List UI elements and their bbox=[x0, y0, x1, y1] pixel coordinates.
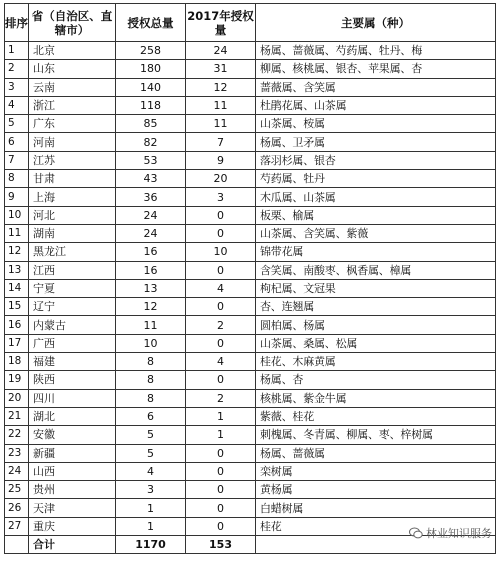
table-row bbox=[5, 42, 496, 60]
table-row bbox=[5, 224, 496, 242]
province-cell: 湖南 bbox=[29, 224, 116, 242]
province-cell: 浙江 bbox=[29, 96, 116, 114]
rank-cell: 27 bbox=[5, 517, 29, 535]
total-cell: 24 bbox=[116, 206, 186, 224]
rank-cell: 15 bbox=[5, 298, 29, 316]
province-cell: 江西 bbox=[29, 261, 116, 279]
y2017-cell: 0 bbox=[186, 334, 256, 352]
table-row bbox=[5, 371, 496, 389]
y2017-cell: 0 bbox=[186, 298, 256, 316]
genus-cell: 锦带花属 bbox=[256, 243, 496, 261]
genus-cell: 紫薇、桂花 bbox=[256, 407, 496, 425]
table-row bbox=[5, 426, 496, 444]
y2017-cell: 4 bbox=[186, 353, 256, 371]
total-cell: 180 bbox=[116, 60, 186, 78]
province-cell: 天津 bbox=[29, 499, 116, 517]
header-province: 省（自治区、直辖市） bbox=[29, 4, 116, 42]
y2017-cell: 9 bbox=[186, 151, 256, 169]
total-rank-cell bbox=[5, 536, 29, 554]
rank-cell: 16 bbox=[5, 316, 29, 334]
total-cell: 16 bbox=[116, 243, 186, 261]
table-row bbox=[5, 188, 496, 206]
header-row bbox=[5, 4, 496, 42]
rank-cell: 12 bbox=[5, 243, 29, 261]
genus-cell: 枸杞属、文冠果 bbox=[256, 279, 496, 297]
genus-cell: 杨属、蔷薇属、芍药属、牡丹、梅 bbox=[256, 42, 496, 60]
province-cell: 内蒙古 bbox=[29, 316, 116, 334]
total-cell: 53 bbox=[116, 151, 186, 169]
genus-cell: 杨属、蔷薇属 bbox=[256, 444, 496, 462]
rank-cell: 25 bbox=[5, 481, 29, 499]
total-cell: 3 bbox=[116, 481, 186, 499]
genus-cell: 杨属、卫矛属 bbox=[256, 133, 496, 151]
watermark-text: 林业知识服务 bbox=[426, 527, 492, 540]
genus-cell: 芍药属、牡丹 bbox=[256, 170, 496, 188]
province-cell: 安徽 bbox=[29, 426, 116, 444]
province-cell: 新疆 bbox=[29, 444, 116, 462]
total-cell: 36 bbox=[116, 188, 186, 206]
genus-cell: 山茶属、桑属、松属 bbox=[256, 334, 496, 352]
table-row bbox=[5, 279, 496, 297]
rank-cell: 7 bbox=[5, 151, 29, 169]
rank-cell: 8 bbox=[5, 170, 29, 188]
table-row bbox=[5, 133, 496, 151]
total-cell: 1 bbox=[116, 499, 186, 517]
table-body bbox=[5, 42, 496, 554]
total-cell: 5 bbox=[116, 444, 186, 462]
table-row bbox=[5, 353, 496, 371]
rank-cell: 4 bbox=[5, 96, 29, 114]
total-cell: 1 bbox=[116, 517, 186, 535]
total-label: 合计 bbox=[29, 536, 116, 554]
province-cell: 山东 bbox=[29, 60, 116, 78]
table-row bbox=[5, 243, 496, 261]
table-row bbox=[5, 316, 496, 334]
province-cell: 贵州 bbox=[29, 481, 116, 499]
table-row bbox=[5, 261, 496, 279]
header-genus: 主要属（种） bbox=[256, 4, 496, 42]
wechat-icon bbox=[409, 527, 423, 539]
y2017-cell: 10 bbox=[186, 243, 256, 261]
genus-cell: 木瓜属、山茶属 bbox=[256, 188, 496, 206]
rank-cell: 5 bbox=[5, 115, 29, 133]
y2017-cell: 2 bbox=[186, 389, 256, 407]
y2017-cell: 0 bbox=[186, 261, 256, 279]
y2017-cell: 2 bbox=[186, 316, 256, 334]
total-cell: 10 bbox=[116, 334, 186, 352]
rank-cell: 11 bbox=[5, 224, 29, 242]
province-cell: 福建 bbox=[29, 353, 116, 371]
genus-cell: 核桃属、紫金牛属 bbox=[256, 389, 496, 407]
rank-cell: 23 bbox=[5, 444, 29, 462]
authorization-table bbox=[4, 3, 496, 554]
total-cell: 43 bbox=[116, 170, 186, 188]
total-cell: 85 bbox=[116, 115, 186, 133]
y2017-cell: 24 bbox=[186, 42, 256, 60]
y2017-cell: 12 bbox=[186, 78, 256, 96]
genus-cell: 圆柏属、杨属 bbox=[256, 316, 496, 334]
y2017-cell: 20 bbox=[186, 170, 256, 188]
province-cell: 山西 bbox=[29, 462, 116, 480]
rank-cell: 26 bbox=[5, 499, 29, 517]
table-row bbox=[5, 78, 496, 96]
province-cell: 北京 bbox=[29, 42, 116, 60]
y2017-cell: 0 bbox=[186, 444, 256, 462]
rank-cell: 19 bbox=[5, 371, 29, 389]
genus-cell: 杜鹃花属、山茶属 bbox=[256, 96, 496, 114]
rank-cell: 22 bbox=[5, 426, 29, 444]
rank-cell: 20 bbox=[5, 389, 29, 407]
genus-cell: 山茶属、桉属 bbox=[256, 115, 496, 133]
table-row bbox=[5, 206, 496, 224]
header-2017: 2017年授权量 bbox=[186, 4, 256, 42]
total-cell: 8 bbox=[116, 371, 186, 389]
table-row bbox=[5, 389, 496, 407]
total-cell: 11 bbox=[116, 316, 186, 334]
y2017-cell: 0 bbox=[186, 481, 256, 499]
watermark bbox=[409, 525, 492, 541]
rank-cell: 2 bbox=[5, 60, 29, 78]
genus-cell: 桂花、木麻黄属 bbox=[256, 353, 496, 371]
total-cell: 8 bbox=[116, 353, 186, 371]
table-row bbox=[5, 444, 496, 462]
province-cell: 江苏 bbox=[29, 151, 116, 169]
total-cell: 4 bbox=[116, 462, 186, 480]
total-cell: 82 bbox=[116, 133, 186, 151]
table-row bbox=[5, 334, 496, 352]
header-no: 排序 bbox=[5, 4, 29, 42]
table-row bbox=[5, 96, 496, 114]
province-cell: 河北 bbox=[29, 206, 116, 224]
total-cell: 13 bbox=[116, 279, 186, 297]
genus-cell: 蔷薇属、含笑属 bbox=[256, 78, 496, 96]
y2017-cell: 31 bbox=[186, 60, 256, 78]
province-cell: 陕西 bbox=[29, 371, 116, 389]
total-cell: 16 bbox=[116, 261, 186, 279]
rank-cell: 14 bbox=[5, 279, 29, 297]
province-cell: 四川 bbox=[29, 389, 116, 407]
table-row bbox=[5, 499, 496, 517]
total-cell: 12 bbox=[116, 298, 186, 316]
province-cell: 云南 bbox=[29, 78, 116, 96]
table-row bbox=[5, 298, 496, 316]
y2017-cell: 11 bbox=[186, 96, 256, 114]
rank-cell: 17 bbox=[5, 334, 29, 352]
rank-cell: 18 bbox=[5, 353, 29, 371]
y2017-cell: 0 bbox=[186, 499, 256, 517]
rank-cell: 21 bbox=[5, 407, 29, 425]
total-cell: 8 bbox=[116, 389, 186, 407]
province-cell: 黑龙江 bbox=[29, 243, 116, 261]
genus-cell: 栾树属 bbox=[256, 462, 496, 480]
y2017-cell: 0 bbox=[186, 371, 256, 389]
y2017-cell: 3 bbox=[186, 188, 256, 206]
rank-cell: 6 bbox=[5, 133, 29, 151]
rank-cell: 24 bbox=[5, 462, 29, 480]
rank-cell: 3 bbox=[5, 78, 29, 96]
y2017-cell: 0 bbox=[186, 224, 256, 242]
genus-cell: 山茶属、含笑属、紫薇 bbox=[256, 224, 496, 242]
genus-cell: 落羽杉属、银杏 bbox=[256, 151, 496, 169]
province-cell: 广西 bbox=[29, 334, 116, 352]
total-cell: 140 bbox=[116, 78, 186, 96]
table-row bbox=[5, 462, 496, 480]
y2017-cell: 11 bbox=[186, 115, 256, 133]
table-row bbox=[5, 151, 496, 169]
province-cell: 甘肃 bbox=[29, 170, 116, 188]
rank-cell: 1 bbox=[5, 42, 29, 60]
province-cell: 河南 bbox=[29, 133, 116, 151]
total-cell: 6 bbox=[116, 407, 186, 425]
table-row bbox=[5, 115, 496, 133]
rank-cell: 13 bbox=[5, 261, 29, 279]
table-row bbox=[5, 481, 496, 499]
y2017-cell: 0 bbox=[186, 462, 256, 480]
province-cell: 重庆 bbox=[29, 517, 116, 535]
table-row bbox=[5, 170, 496, 188]
total-2017: 153 bbox=[186, 536, 256, 554]
genus-cell: 白蜡树属 bbox=[256, 499, 496, 517]
table-row bbox=[5, 60, 496, 78]
province-cell: 辽宁 bbox=[29, 298, 116, 316]
genus-cell: 柳属、核桃属、银杏、苹果属、杏 bbox=[256, 60, 496, 78]
table-row bbox=[5, 407, 496, 425]
province-cell: 上海 bbox=[29, 188, 116, 206]
province-cell: 湖北 bbox=[29, 407, 116, 425]
genus-cell: 含笑属、南酸枣、枫香属、樟属 bbox=[256, 261, 496, 279]
total-cell: 5 bbox=[116, 426, 186, 444]
genus-cell: 板栗、榆属 bbox=[256, 206, 496, 224]
y2017-cell: 4 bbox=[186, 279, 256, 297]
total-cell: 258 bbox=[116, 42, 186, 60]
total-cell: 24 bbox=[116, 224, 186, 242]
rank-cell: 9 bbox=[5, 188, 29, 206]
province-cell: 宁夏 bbox=[29, 279, 116, 297]
header-total: 授权总量 bbox=[116, 4, 186, 42]
genus-cell: 杨属、杏 bbox=[256, 371, 496, 389]
y2017-cell: 0 bbox=[186, 206, 256, 224]
total-sum: 1170 bbox=[116, 536, 186, 554]
y2017-cell: 1 bbox=[186, 407, 256, 425]
genus-cell: 桂花 bbox=[256, 517, 496, 535]
province-cell: 广东 bbox=[29, 115, 116, 133]
y2017-cell: 1 bbox=[186, 426, 256, 444]
genus-cell: 杏、连翘属 bbox=[256, 298, 496, 316]
y2017-cell: 7 bbox=[186, 133, 256, 151]
genus-cell: 刺槐属、冬青属、柳属、枣、梓树属 bbox=[256, 426, 496, 444]
y2017-cell: 0 bbox=[186, 517, 256, 535]
total-cell: 118 bbox=[116, 96, 186, 114]
genus-cell: 黄杨属 bbox=[256, 481, 496, 499]
rank-cell: 10 bbox=[5, 206, 29, 224]
